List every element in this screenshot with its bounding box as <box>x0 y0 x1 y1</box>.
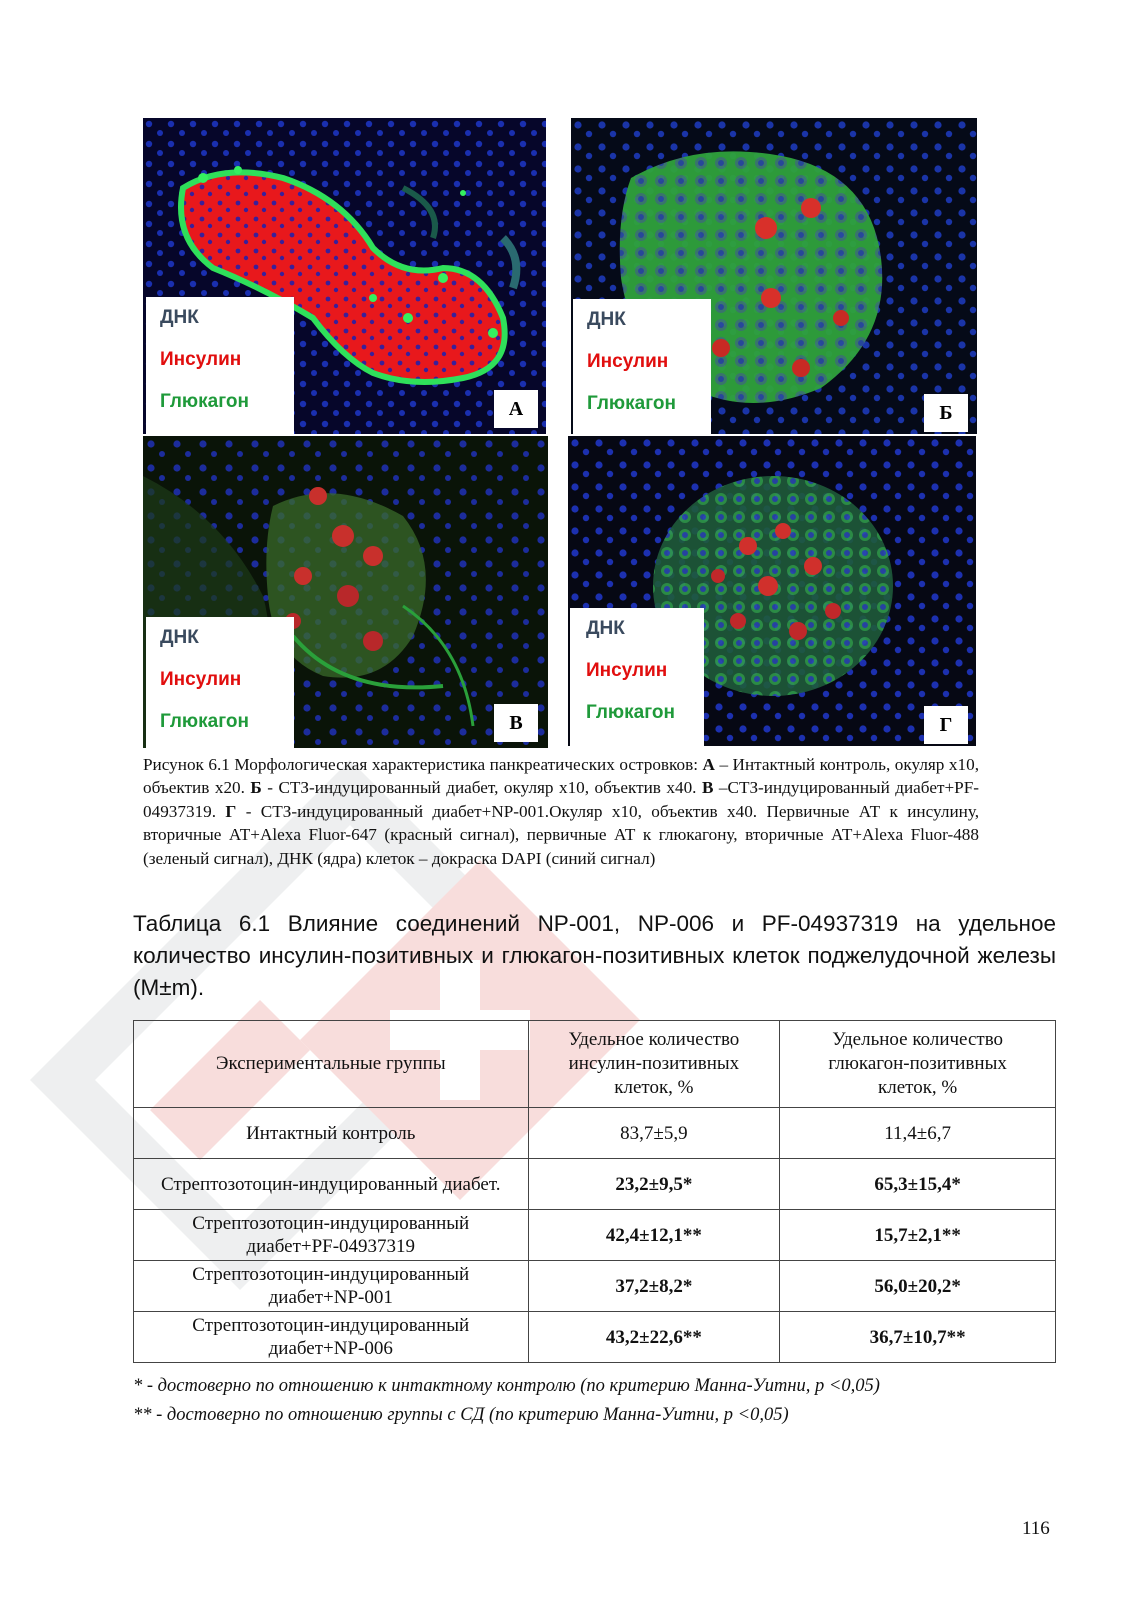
group-cell: Стрептозотоцин-индуцированный диабет+PF-04937319 <box>134 1210 529 1261</box>
table-row <box>134 1312 1056 1363</box>
legend-dna-label: ДНК <box>587 309 626 330</box>
insulin-cell: 42,4±12,1** <box>528 1210 780 1261</box>
legend-insulin-label: Инсулин <box>160 669 242 690</box>
micrograph-panel-b <box>571 118 977 434</box>
table-row <box>134 1108 1056 1159</box>
group-cell: Стрептозотоцин-индуцированный диабет+NP-006 <box>134 1312 529 1363</box>
legend-insulin-label: Инсулин <box>587 351 669 372</box>
header-insulin: Удельное количество инсулин-позитивных клеток, % <box>528 1021 780 1108</box>
page-number: 116 <box>1022 1518 1050 1539</box>
legend-dna-label: ДНК <box>160 307 199 328</box>
panel-v-legend <box>146 617 294 748</box>
glucagon-cell: 65,3±15,4* <box>780 1159 1056 1210</box>
table-header-row <box>134 1021 1056 1108</box>
group-cell: Стрептозотоцин-индуцированный диабет. <box>134 1159 529 1210</box>
group-cell: Стрептозотоцин-индуцированный диабет+NP-001 <box>134 1261 529 1312</box>
header-glucagon: Удельное количество глюкагон-позитивных клеток, % <box>780 1021 1056 1108</box>
group-cell: Интактный контроль <box>134 1108 529 1159</box>
legend-glucagon-label: Глюкагон <box>587 393 676 414</box>
legend-insulin-label: Инсулин <box>586 660 668 681</box>
caption-text: - СТЗ-индуцированный диабет+NP-001.Окуляр х10, объектив х40. Первичные АТ к инсулину, вторичные АТ+Alexa Fluor-647 (красный сигнал), первичные АТ к глюкагону, вторичные АТ+Alexa Fluor-488 (зеленый сигнал), ДНК (ядра) клеток – докраска DAPI (синий сигнал) <box>143 801 980 868</box>
insulin-cell: 23,2±9,5* <box>528 1159 780 1210</box>
caption-text: Рисунок 6.1 Морфологическая характеристика панкреатических островков: <box>143 755 703 774</box>
table-row <box>134 1261 1056 1312</box>
panel-b-letter: Б <box>924 394 968 432</box>
caption-text: –СТЗ-индуцированный диабет+PF-04937319. <box>143 778 979 821</box>
caption-text: - СТЗ-индуцированный диабет, окуляр х10, объектив х40. <box>261 778 702 798</box>
insulin-cell: 37,2±8,2* <box>528 1261 780 1312</box>
micrograph-panel-v <box>143 436 548 748</box>
legend-insulin-label: Инсулин <box>160 349 242 370</box>
panel-a-legend <box>146 297 294 434</box>
caption-text: – Интактный контроль, окуляр х10, объектив х20. <box>143 755 979 798</box>
caption-panel-letter: В <box>701 778 714 798</box>
footnote-double-asterisk: ** - достоверно по отношению группы с СД (по критерию Манна-Уитни, р <0,05) <box>133 1405 789 1425</box>
glucagon-cell: 15,7±2,1** <box>780 1210 1056 1261</box>
legend-glucagon-label: Глюкагон <box>160 391 249 412</box>
micrograph-panel-a <box>143 118 546 434</box>
header-groups: Экспериментальные группы <box>134 1021 529 1108</box>
panel-a-letter: А <box>494 390 538 428</box>
glucagon-cell: 11,4±6,7 <box>780 1108 1056 1159</box>
panel-b-legend <box>573 299 711 434</box>
panel-v-letter: В <box>494 704 538 742</box>
legend-dna-label: ДНК <box>586 618 625 639</box>
micrograph-panel-g <box>568 436 976 746</box>
insulin-cell: 83,7±5,9 <box>528 1108 780 1159</box>
table-row <box>134 1159 1056 1210</box>
footnote-single-asterisk: * - достоверно по отношению к интактному контролю (по критерию Манна-Уитни, р <0,05) <box>133 1376 880 1396</box>
glucagon-cell: 36,7±10,7** <box>780 1312 1056 1363</box>
caption-panel-letter: А <box>702 755 715 774</box>
caption-panel-letter: Б <box>250 778 262 798</box>
glucagon-cell: 56,0±20,2* <box>780 1261 1056 1312</box>
panel-g-letter: Г <box>924 706 968 744</box>
results-table <box>133 1020 1056 1363</box>
legend-glucagon-label: Глюкагон <box>586 702 675 723</box>
legend-glucagon-label: Глюкагон <box>160 711 249 732</box>
panel-g-legend <box>570 608 704 746</box>
legend-dna-label: ДНК <box>160 627 199 648</box>
figure-caption <box>143 753 979 870</box>
table-row <box>134 1210 1056 1261</box>
table-title: Таблица 6.1 Влияние соединений NP-001, NP-006 и PF-04937319 на удельное количество инсулин-позитивных и глюкагон-позитивных клеток поджелудочной железы (M±m). <box>133 911 1056 1000</box>
caption-panel-letter: Г <box>225 801 237 821</box>
insulin-cell: 43,2±22,6** <box>528 1312 780 1363</box>
